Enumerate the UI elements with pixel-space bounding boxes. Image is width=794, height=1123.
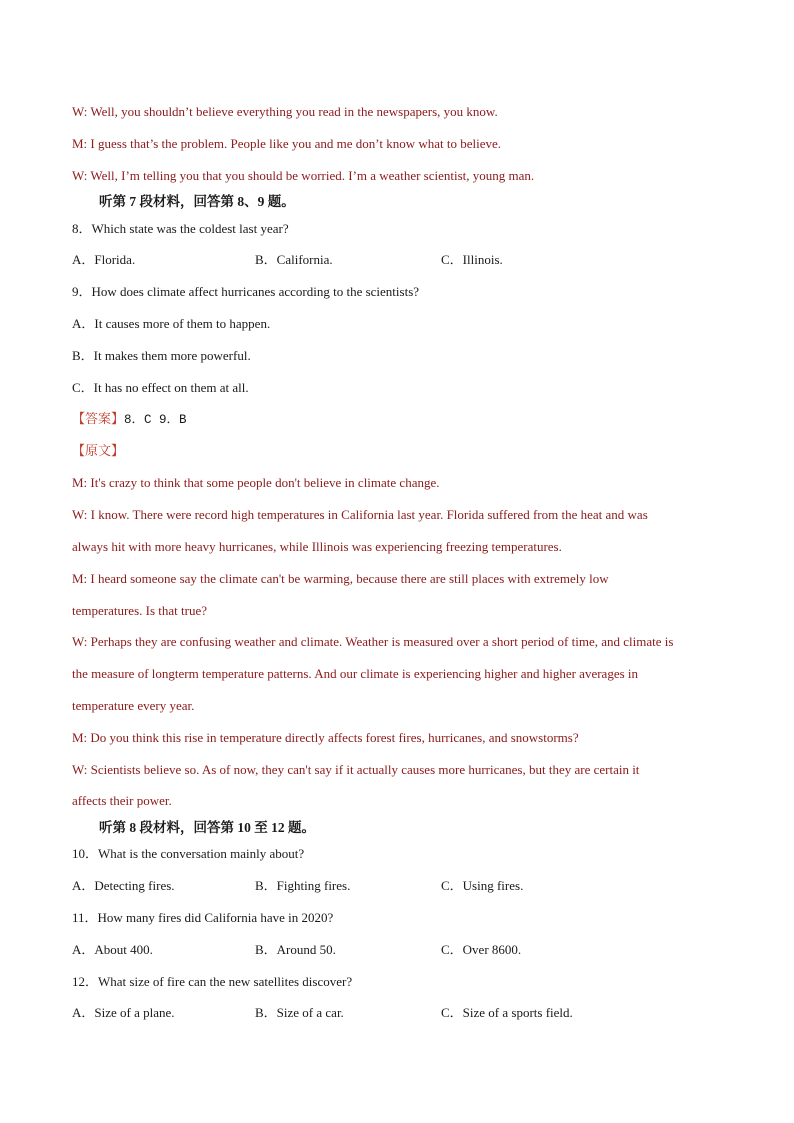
question-12: 12．What size of fire can the new satellites discover? <box>72 974 353 989</box>
transcript-line: M: Do you think this rise in temperature directly affects forest fires, hurricanes, and snowstorms? <box>72 730 579 745</box>
dialogue-line: W: Well, I’m telling you that you should be worried. I’m a weather scientist, young man. <box>72 168 535 183</box>
section-heading: 听第 8 段材料，回答第 10 至 12 题。 <box>99 820 315 835</box>
option-b: B．It makes them more powerful. <box>72 348 251 363</box>
section-heading: 听第 7 段材料，回答第 8、9 题。 <box>99 194 295 209</box>
option-c: C．It has no effect on them at all. <box>72 380 249 395</box>
transcript-tag: 【原文】 <box>72 443 125 458</box>
transcript-line: the measure of longterm temperature patterns. And our climate is experiencing higher and higher averages in <box>72 666 639 681</box>
dialogue-line: M: I guess that’s the problem. People like you and me don’t know what to believe. <box>72 136 502 151</box>
option-b: B．Fighting fires. <box>255 878 351 893</box>
option-c: C．Size of a sports field. <box>441 1005 573 1020</box>
option-b: B．Size of a car. <box>255 1005 344 1020</box>
transcript-line: affects their power. <box>72 793 172 808</box>
option-a: A．Size of a plane. <box>72 1005 175 1020</box>
question-10: 10．What is the conversation mainly about? <box>72 846 305 861</box>
answer-text: 8．C 9．B <box>124 413 187 427</box>
question-11: 11．How many fires did California have in 2020? <box>72 910 334 925</box>
option-b: B．Around 50. <box>255 942 336 957</box>
option-a: A．Detecting fires. <box>72 878 175 893</box>
transcript-line: W: Perhaps they are confusing weather and climate. Weather is measured over a short period of time, and climate is <box>72 634 674 649</box>
transcript-line: M: It's crazy to think that some people don't believe in climate change. <box>72 475 440 490</box>
dialogue-line: W: Well, you shouldn’t believe everything you read in the newspapers, you know. <box>72 104 498 119</box>
answer-line <box>72 411 187 428</box>
option-a: A．It causes more of them to happen. <box>72 316 271 331</box>
transcript-line: W: Scientists believe so. As of now, they can't say if it actually causes more hurricanes, but they are certain it <box>72 762 640 777</box>
transcript-line: W: I know. There were record high temperatures in California last year. Florida suffered from the heat and was <box>72 507 648 522</box>
option-c: C．Illinois. <box>441 252 503 267</box>
options-10 <box>72 878 523 894</box>
answer-tag: 【答案】 <box>72 411 125 426</box>
question-8: 8．Which state was the coldest last year? <box>72 221 289 236</box>
transcript-line: temperature every year. <box>72 698 195 713</box>
transcript-line: temperatures. Is that true? <box>72 603 207 618</box>
option-c: C．Using fires. <box>441 878 524 893</box>
options-12 <box>72 1005 573 1021</box>
option-a: A．Florida. <box>72 252 136 267</box>
transcript-line: M: I heard someone say the climate can't be warming, because there are still places with extremely low <box>72 571 609 586</box>
options-8 <box>72 252 503 268</box>
option-a: A．About 400. <box>72 942 153 957</box>
option-b: B．California. <box>255 252 333 267</box>
option-c: C．Over 8600. <box>441 942 522 957</box>
options-11 <box>72 942 521 958</box>
question-9: 9．How does climate affect hurricanes according to the scientists? <box>72 284 420 299</box>
transcript-line: always hit with more heavy hurricanes, while Illinois was experiencing freezing temperatures. <box>72 539 562 554</box>
